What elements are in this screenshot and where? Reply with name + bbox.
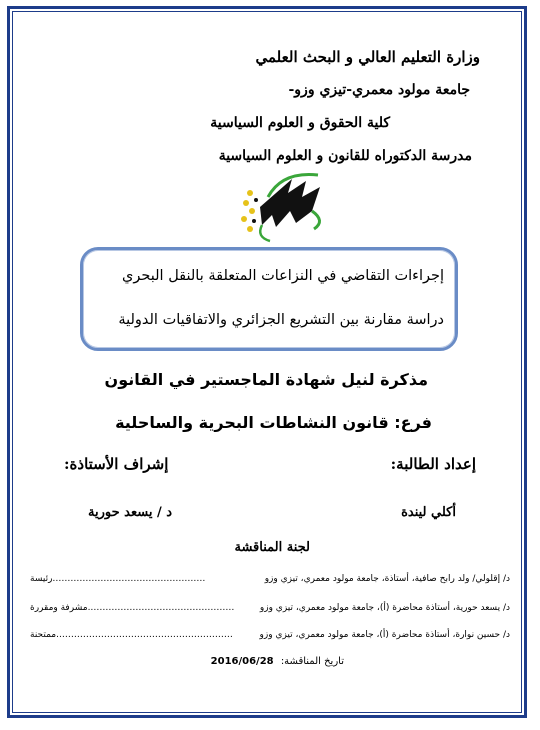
university-logo-icon: [232, 167, 328, 245]
thesis-title-box: [80, 247, 458, 351]
defense-date-label: تاريخ المناقشة:: [280, 656, 344, 667]
member-dots: ………………………………………….: [87, 603, 235, 613]
prepared-by-label: إعداد الطالبة:: [390, 455, 476, 473]
defense-date-line: [211, 656, 344, 667]
member-details: د/ إقلولي/ ولد رابح صافية، أستاذة، جامعة مولود معمري، تيزي وزو: [264, 574, 510, 584]
member-details: د/ حسين نوارة، أستاذة محاضرة (أ)، جامعة مولود معمري، تيزي وزو: [259, 630, 510, 640]
member-role: رئيسة: [30, 574, 53, 584]
member-dots: ……………………………………………: [52, 574, 206, 584]
thesis-title-line1: إجراءات التقاضي في النزاعات المتعلقة بالنقل البحري: [122, 268, 444, 284]
member-role: ممتحنة: [30, 630, 57, 640]
committee-member-row: [30, 630, 510, 640]
committee-member-row: [30, 603, 510, 613]
defense-date: 2016/06/28: [210, 656, 274, 667]
committee-heading: لجنة المناقشة: [234, 540, 310, 555]
supervised-by-label: إشراف الأستاذة:: [64, 455, 169, 473]
doctoral-school-name: مدرسة الدكتوراه للقانون و العلوم السياسية: [218, 148, 472, 164]
degree-statement: مذكرة لنيل شهادة الماجستير في القانون: [104, 370, 428, 389]
committee-member-row: [30, 574, 510, 584]
ministry-name: وزارة التعليم العالي و البحث العلمي: [255, 48, 480, 66]
supervisor-name: د / يسعد حورية: [88, 505, 173, 520]
member-details: د/ يسعد حورية، أستاذة محاضرة (أ)، جامعة مولود معمري، تيزي وزو: [259, 603, 510, 613]
thesis-title-line2: دراسة مقارنة بين التشريع الجزائري والاتفاقيات الدولية: [118, 312, 444, 328]
university-name: جامعة مولود معمري-تيزي وزو-: [288, 82, 470, 98]
branch-statement: فرع: قانون النشاطات البحرية والساحلية: [115, 413, 432, 432]
faculty-name: كلية الحقوق و العلوم السياسية: [210, 115, 390, 131]
member-role: مشرفة ومقررة: [30, 603, 88, 613]
student-name: أكلي ليندة: [401, 505, 456, 520]
member-dots: …………………………………………………..: [56, 630, 233, 640]
